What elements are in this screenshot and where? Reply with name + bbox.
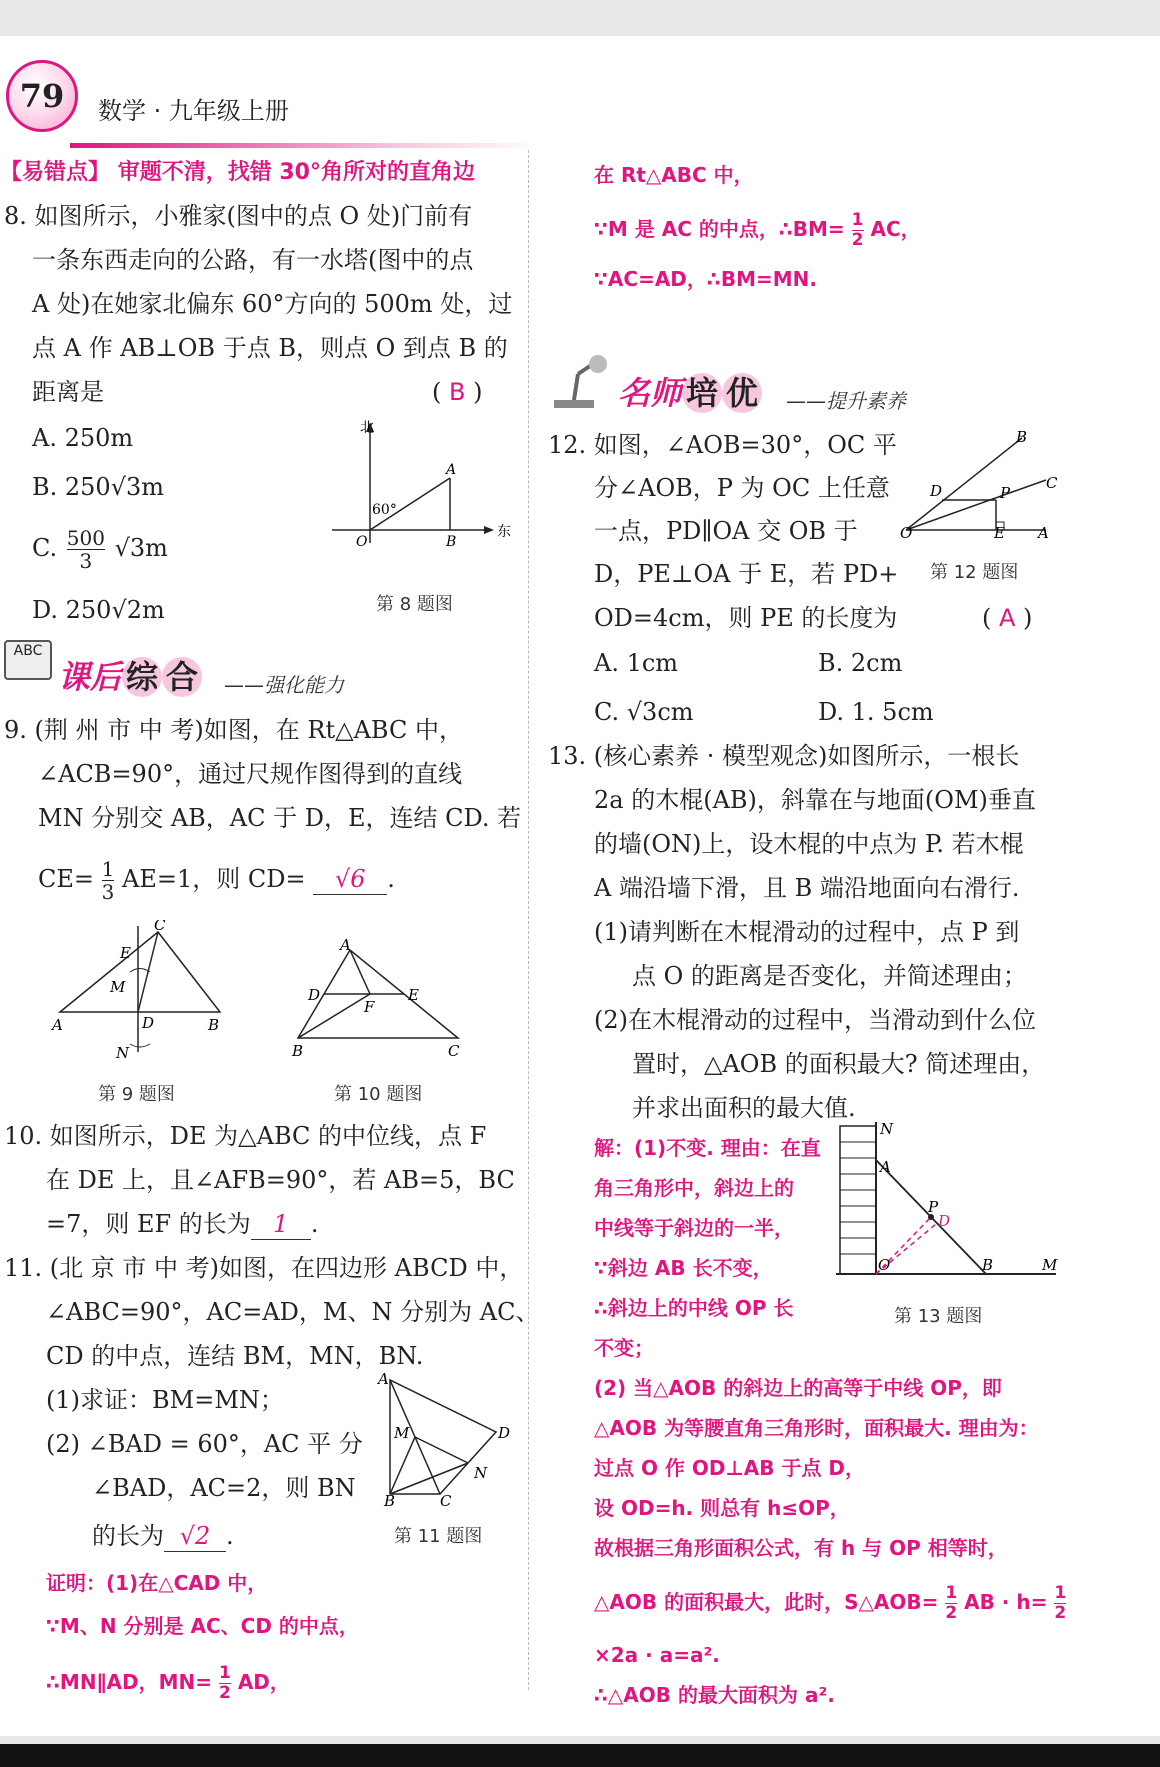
q11-line: (1)求证：BM=MN； xyxy=(46,1386,284,1414)
q9-last-line: CE= $\frac{1}{3}$ AE=1，则 CD= √6 . xyxy=(38,857,395,904)
q12-answer-bracket: ( A ) xyxy=(982,604,1033,632)
q8-figure xyxy=(320,418,520,553)
label-c: C xyxy=(154,920,166,934)
q13-figure xyxy=(832,1120,1062,1282)
section-title-part: 综 xyxy=(122,657,162,697)
q8-caption: 第 8 题图 xyxy=(376,594,453,615)
q9-line: 9. (荆 州 市 中 考)如图，在 Rt△ABC 中， xyxy=(4,716,463,744)
q11-proof-line: ∵M、N 分别是 AC、CD 的中点， xyxy=(46,1614,359,1638)
label-b: B xyxy=(1016,428,1028,446)
mistake-text: 审题不清，找错 30°角所对的直角边 xyxy=(117,160,475,185)
q8-line: 距离是 xyxy=(32,378,104,406)
frac-num: 1 xyxy=(1054,1583,1067,1603)
label-angle: 60° xyxy=(372,502,397,518)
section-title-after-class xyxy=(58,652,202,698)
q12-line: 12. 如图，∠AOB=30°，OC 平 xyxy=(548,431,897,459)
label-a: A xyxy=(880,1158,891,1176)
q9-line: ∠ACB=90°，通过尺规作图得到的直线 xyxy=(38,760,463,788)
subject-title: 数学 · 九年级上册 xyxy=(98,97,289,125)
frac-num: 1 xyxy=(851,210,864,230)
label-d: D xyxy=(142,1014,155,1032)
abc-icon-text: ABC xyxy=(13,643,43,659)
label-f: F xyxy=(364,998,375,1016)
frac-num: 1 xyxy=(101,857,115,881)
label-d: D xyxy=(498,1424,511,1442)
section-title-teacher xyxy=(618,368,762,414)
proof-suffix: AD， xyxy=(237,1670,290,1694)
q8-line: 点 A 作 AB⊥OB 于点 B，则点 O 到点 B 的 xyxy=(32,334,508,362)
label-c: C xyxy=(448,1042,460,1060)
label-b: B xyxy=(292,1042,304,1060)
frac-den: 3 xyxy=(101,880,115,904)
arc-mark xyxy=(130,969,150,973)
q8-option-b: B. 250√3m xyxy=(32,473,165,501)
label-c: C xyxy=(440,1492,452,1506)
q12-line: 一点，PD∥OA 交 OB 于 xyxy=(594,517,858,545)
segment-mn xyxy=(415,1437,468,1463)
proof-prefix: ∵M 是 AC 的中点，∴BM= xyxy=(594,217,845,241)
bottom-bar xyxy=(0,1744,1160,1767)
section-title-part: 名师 xyxy=(618,374,683,412)
q13-solution-line: 过点 O 作 OD⊥AB 于点 D， xyxy=(594,1456,866,1480)
q13-solution-line: 解：(1)不变. 理由：在直 xyxy=(594,1136,821,1160)
q11-line: ∠BAD，AC=2，则 BN xyxy=(92,1474,356,1502)
label-m: M xyxy=(110,978,126,996)
label-b: B xyxy=(208,1016,220,1034)
label-north: 北 xyxy=(360,420,374,436)
proof-fraction xyxy=(852,211,864,250)
frac-den: 2 xyxy=(851,230,864,250)
header-line xyxy=(70,143,540,148)
q8-line: 一条东西走向的公路，有一水塔(图中的点 xyxy=(32,246,474,274)
label-n: N xyxy=(116,1044,130,1062)
label-p: P xyxy=(928,1198,939,1216)
q12-option-d: D. 1. 5cm xyxy=(818,698,934,726)
q11-line: (2) ∠BAD = 60°，AC 平 分 xyxy=(46,1430,363,1458)
label-o: O xyxy=(878,1256,891,1274)
label-c: C xyxy=(1046,474,1058,492)
proof-cont-line: ∵AC=AD，∴BM=MN. xyxy=(594,267,817,291)
q13-line: 2a 的木棍(AB)，斜靠在与地面(OM)垂直 xyxy=(594,786,1036,814)
q12-figure xyxy=(894,428,1064,540)
q13-line: 的墙(ON)上，设木棍的中点为 P. 若木棍 xyxy=(594,830,1024,858)
section-title-part: 培 xyxy=(682,373,722,413)
q8-option-c-suffix: √3m xyxy=(114,534,168,562)
sol-fraction xyxy=(945,1584,957,1623)
q12-line: D，PE⊥OA 于 E，若 PD+ xyxy=(594,560,899,588)
label-m: M xyxy=(394,1424,410,1442)
q10-last-line: =7，则 EF 的长为 1 . xyxy=(46,1210,319,1238)
label-b: B xyxy=(384,1492,396,1506)
q8-option-a: A. 250m xyxy=(32,424,134,452)
segment-cd xyxy=(138,932,158,1012)
q12-option-a: A. 1cm xyxy=(594,649,679,677)
q13-solution-line: ∴△AOB 的最大面积为 a². xyxy=(594,1683,835,1707)
proof-cont-line xyxy=(594,211,921,250)
q11-proof-line: 证明：(1)在△CAD 中， xyxy=(46,1571,268,1595)
label-a: A xyxy=(52,1016,63,1034)
label-e: E xyxy=(408,986,419,1004)
label-p: P xyxy=(1000,484,1011,502)
q13-line: 置时，△AOB 的面积最大? 简述理由， xyxy=(632,1050,1046,1078)
q12-answer: A xyxy=(999,604,1016,632)
label-a: A xyxy=(446,462,457,478)
triangle-abc xyxy=(60,932,220,1012)
q9-answer: √6 xyxy=(313,864,387,895)
frac-num: 1 xyxy=(219,1663,231,1683)
arc-mark xyxy=(130,1044,150,1047)
q13-solution-line: ∴斜边上的中线 OP 长 xyxy=(594,1296,794,1320)
q11-line: 11. (北 京 市 中 考)如图，在四边形 ABCD 中， xyxy=(4,1254,524,1282)
sol-fraction xyxy=(1054,1584,1066,1623)
q13-line: 并求出面积的最大值. xyxy=(632,1094,856,1122)
frac-den: 2 xyxy=(945,1603,958,1623)
q13-solution-line: 中线等于斜边的一半， xyxy=(594,1216,794,1240)
q10-line: 在 DE 上，且∠AFB=90°，若 AB=5，BC xyxy=(46,1166,515,1194)
label-a: A xyxy=(340,938,351,954)
label-o: O xyxy=(900,524,913,540)
q9-fraction xyxy=(102,858,115,903)
frac-den: 2 xyxy=(1054,1603,1067,1623)
column-divider xyxy=(528,150,529,1690)
section-title-part: 课后 xyxy=(58,658,123,696)
section-subtitle: ——提升素养 xyxy=(786,389,906,413)
page-number: 79 xyxy=(19,77,65,115)
q10-caption: 第 10 题图 xyxy=(334,1084,423,1105)
q11-proof-last xyxy=(46,1664,290,1703)
q12-option-b: B. 2cm xyxy=(818,649,903,677)
label-a: A xyxy=(1038,524,1049,540)
page-number-badge xyxy=(6,60,78,132)
label-m: M xyxy=(1042,1256,1058,1274)
q10-last-prefix: =7，则 EF 的长为 xyxy=(46,1210,251,1238)
q9-caption: 第 9 题图 xyxy=(98,1084,175,1105)
label-n: N xyxy=(474,1464,488,1482)
q9-line: MN 分别交 AB，AC 于 D，E，连结 CD. 若 xyxy=(38,804,522,832)
q11-line: CD 的中点，连结 BM，MN，BN. xyxy=(46,1342,424,1370)
east-arrow-icon xyxy=(484,526,494,534)
label-b: B xyxy=(982,1256,994,1274)
mistake-tag: 【易错点】 xyxy=(0,160,111,185)
label-d: D xyxy=(308,986,321,1004)
q13-solution-area xyxy=(594,1584,1066,1623)
q8-answer: B xyxy=(449,378,466,406)
q9-ce-suffix: AE=1，则 CD= xyxy=(122,865,306,893)
section-subtitle: ——强化能力 xyxy=(224,673,344,697)
label-e: E xyxy=(994,524,1005,540)
q8-line: 8. 如图所示，小雅家(图中的点 O 处)门前有 xyxy=(4,202,473,230)
section-title-part: 优 xyxy=(722,373,762,413)
q8-option-c-prefix: C. xyxy=(32,534,58,562)
frac-num: 1 xyxy=(945,1583,958,1603)
segment-af xyxy=(350,950,370,994)
frac-den: 3 xyxy=(79,549,93,573)
q8-answer-bracket: ( B ) xyxy=(432,378,483,406)
q13-solution-line: 故根据三角形面积公式，有 h 与 OP 相等时， xyxy=(594,1536,1008,1560)
sol-area-prefix: △AOB 的面积最大，此时，S△AOB= xyxy=(594,1590,939,1614)
q13-line: 13. (核心素养 · 模型观念)如图所示，一根长 xyxy=(548,742,1020,770)
lamp-icon xyxy=(548,350,612,412)
q13-solution-line: ∵斜边 AB 长不变， xyxy=(594,1256,773,1280)
q11-figure xyxy=(370,1370,520,1506)
q10-answer: 1 xyxy=(251,1209,311,1240)
q12-line: OD=4cm，则 PE 的长度为 xyxy=(594,604,898,632)
q13-line: (2)在木棍滑动的过程中，当滑动到什么位 xyxy=(594,1006,1036,1034)
q13-solution-line: (2) 当△AOB 的斜边上的高等于中线 OP，即 xyxy=(594,1376,1002,1400)
ray-oc xyxy=(906,480,1046,530)
q10-figure xyxy=(288,938,468,1062)
label-a: A xyxy=(378,1370,389,1388)
q11-answer: √2 xyxy=(164,1521,226,1552)
q13-solution-line: 不变； xyxy=(594,1336,654,1360)
frac-den: 2 xyxy=(219,1683,231,1703)
q13-line: 点 O 的距离是否变化，并简述理由； xyxy=(632,962,1027,990)
q13-solution-line: △AOB 为等腰直角三角形时，面积最大. 理由为： xyxy=(594,1416,1039,1440)
q13-solution-line: ×2a · a=a². xyxy=(594,1643,720,1667)
label-e: E xyxy=(120,944,131,962)
label-d: D xyxy=(930,482,943,500)
label-east: 东 xyxy=(497,524,511,540)
q11-last-prefix: 的长为 xyxy=(92,1522,164,1550)
abc-icon xyxy=(4,640,52,680)
q9-figure xyxy=(50,920,230,1062)
q11-last-line: 的长为 √2 . xyxy=(92,1522,234,1550)
q12-caption: 第 12 题图 xyxy=(930,562,1019,583)
label-b: B xyxy=(446,534,457,550)
q8-option-d: D. 250√2m xyxy=(32,596,165,624)
q8-option-c-fraction xyxy=(67,527,105,572)
label-o: O xyxy=(356,534,368,550)
q12-option-c: C. √3cm xyxy=(594,698,694,726)
proof-cont-line: 在 Rt△ABC 中， xyxy=(594,163,754,187)
q12-line: 分∠AOB，P 为 OC 上任意 xyxy=(594,474,890,502)
q13-solution-line: 设 OD=h. 则总有 h≤OP， xyxy=(594,1496,850,1520)
q13-line: A 端沿墙下滑，且 B 端沿地面向右滑行. xyxy=(594,874,1020,902)
sol-area-mid: AB · h= xyxy=(964,1590,1048,1614)
label-n: N xyxy=(880,1120,894,1138)
mistake-note xyxy=(0,158,475,188)
brick-wall xyxy=(840,1126,876,1274)
section-title-part: 合 xyxy=(162,657,202,697)
q8-option-c xyxy=(32,527,168,572)
q13-solution-line: 角三角形中，斜边上的 xyxy=(594,1176,794,1200)
q10-line: 10. 如图所示，DE 为△ABC 的中位线，点 F xyxy=(4,1122,487,1150)
q11-caption: 第 11 题图 xyxy=(394,1526,483,1547)
label-d: D xyxy=(938,1212,951,1230)
q9-ce-prefix: CE= xyxy=(38,865,94,893)
proof-prefix: ∴MN∥AD，MN= xyxy=(46,1670,213,1694)
q8-line: A 处)在她家北偏东 60°方向的 500m 处，过 xyxy=(32,290,513,318)
q11-line: ∠ABC=90°，AC=AD，M、N 分别为 AC、 xyxy=(46,1298,540,1326)
frac-num: 500 xyxy=(66,526,105,550)
proof-fraction xyxy=(219,1664,231,1703)
q13-caption: 第 13 题图 xyxy=(894,1306,983,1327)
q13-line: (1)请判断在木棍滑动的过程中，点 P 到 xyxy=(594,918,1020,946)
proof-suffix: AC， xyxy=(870,217,921,241)
